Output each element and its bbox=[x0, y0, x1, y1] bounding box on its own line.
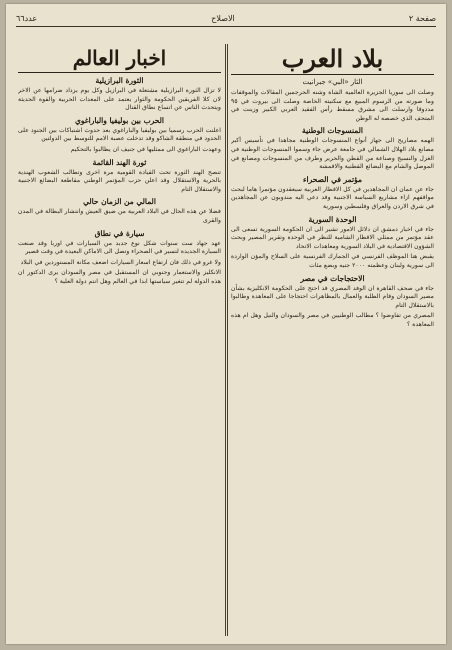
newspaper-name: الاصلاح bbox=[211, 13, 235, 23]
article-paragraph: جاء في صحف القاهرة ان الوفد المصري قد احتج على الحكومة الانكليزية بشأن مصير السودان وقام الطلبة والعمال بالمظاهرات احتجاجا على المعاهدة وطالبوا بالاستقلال التام bbox=[231, 284, 434, 309]
section-heading: الحرب بين بوليفيا والباراغوي bbox=[74, 115, 165, 125]
article-paragraph: تنصح الهند الثورة تحت القيادة القومية مرة اخرى وتطالب الشعوب الهندية بالحرية والاستقلال وقد اعلن حزب المؤتمر الوطني مقاطعة البضائع الاجنبية والاستقلال التام bbox=[18, 168, 221, 193]
article-paragraph: جاء في اخبار دمشق ان دلائل الامور تشير الى ان الحكومة السورية تسعى الى عقد مؤتمر من ممثلي الاقطار الشامية للنظر في الوحدة وتقرير المصير وبحث الشؤون الاقتصادية في البلاد السورية ومعاهدات الاتحاد bbox=[231, 225, 434, 250]
article-paragraph: وعهدت الباراغوي الى ممثليها في جنيف ان يطالبوا بالتحكيم bbox=[70, 145, 221, 153]
section-heading: الثورة البرازيلية bbox=[95, 76, 144, 85]
article-paragraph: الانكليز والاستعمار وجنوبي ان المستقبل في مصر والسودان يرى الدكتور ان هذه الدولة لم تتغير سياستها ابدا في العالم وهل انتم دولة العلية ؟ bbox=[18, 269, 221, 285]
section-heading: الثار «البي» جبرانيت bbox=[302, 78, 363, 86]
article-paragraph: اعلنت الحرب رسميا بين بوليفيا والباراغوي بعد حدوث اشتباكات بين الجنود على الحدود في منطقة الشاكو وقد تدخلت عصبة الامم للتوسط بين الدولتين bbox=[18, 126, 221, 143]
article-paragraph: جاء عن عمان ان المجاهدين في كل الاقطار العربية سيعقدون مؤتمرا هاما لبحث مواقفهم ازاء مشاريع السياسة الاجنبية وقد دعي اليه مندوبون عن المجاهدين في شرق الاردن والعراق وفلسطين وسورية bbox=[231, 185, 434, 210]
article-paragraph: يقبض هنا الموظف الفرنسي في الجمارك الفرنسية على السلاح والمؤن الواردة الى سورية ولبنان وعظمته ۲۰۰۰ جنيه وبضع مئات bbox=[231, 253, 434, 269]
article-paragraph: المصري من تفاوضوا ؟ مطالب الوطنيين في مصر والسودان والنيل وهل ام هذه المعاهدة ؟ bbox=[231, 312, 434, 328]
section-heading: المالي من الزمان حالي bbox=[83, 197, 156, 207]
article-paragraph: وصلت الى سوريا الجزيرة العالمية الشاة وشنه الحرجمين المقالات والموقفات وما صورته من الرسوم المبيع مع سكنيته الخاصة وصلت الى بيروت في ٩٥ مددوقا وارسلت الى مشرق مسقط رأس الفقيد العربي الكبير وزينت في المتحف الذي خصصه له الوطن bbox=[231, 89, 434, 122]
issue-number: عدد٦٦ bbox=[16, 13, 38, 23]
column-title: اخبار العالم bbox=[18, 44, 221, 73]
section-heading: مؤتمر في الصحراء bbox=[303, 174, 362, 184]
article-paragraph: عهد جهاد ست سنوات شكل نوع جديد من السيارات في اوربا وقد صنعت السيارة الجديدة لتسير في الصحراء وتصل الى الاماكن البعيدة في وقت قصير bbox=[18, 239, 221, 256]
section-heading: المنسوجات الوطنية bbox=[302, 126, 363, 136]
section-heading: الوحدة السورية bbox=[308, 214, 357, 224]
section-heading: ثورة الهند القائمة bbox=[92, 157, 147, 167]
page-number: صفحة ٢ bbox=[408, 13, 436, 23]
column-arab-lands bbox=[231, 44, 434, 636]
page-header bbox=[16, 10, 436, 27]
column-world-news bbox=[18, 44, 221, 636]
section-heading: الاحتجاجات في مصر bbox=[300, 273, 365, 283]
article-paragraph: الهمه مصاريح الى جهاز أنواع المنسوجات الوطنية مجاهدا في تأسيس أكبر مصانع بلاد الهلال الشمالي في جامعة عرض جاء وسموا المنسوجات الوطنية في الغزل والنسيج وصناعة من القطن والحرير وطرف من المنسوجات ومصانع في الموصل والشام مع البضائع القطنية والاقمشة bbox=[231, 137, 434, 171]
article-paragraph: فضلا عن هذه الحال في البلاد العربية من ضيق العيش وانتشار البطالة في المدن والقرى bbox=[18, 208, 221, 224]
column-title: بلاد العرب bbox=[231, 44, 434, 75]
section-heading: سيارة في نطاق bbox=[94, 228, 145, 238]
column-divider bbox=[225, 44, 228, 636]
article-paragraph: ولا غرو في ذلك فان ارتفاع اسعار السيارات اضعف مكانة المستوردين في البلاد bbox=[20, 258, 221, 266]
newspaper-page bbox=[6, 4, 446, 644]
article-paragraph: لا تزال الثورة البرازيلية مشتعلة في البرازيل وكل يوم يزداد ضرامها عن الاخر لان كلا الفريقين الحكومة والثوار يعتمد على المعدات الحربية والقوة الحديثة ويتحدث الناس عن اتساع نطاق القتال bbox=[18, 87, 221, 112]
